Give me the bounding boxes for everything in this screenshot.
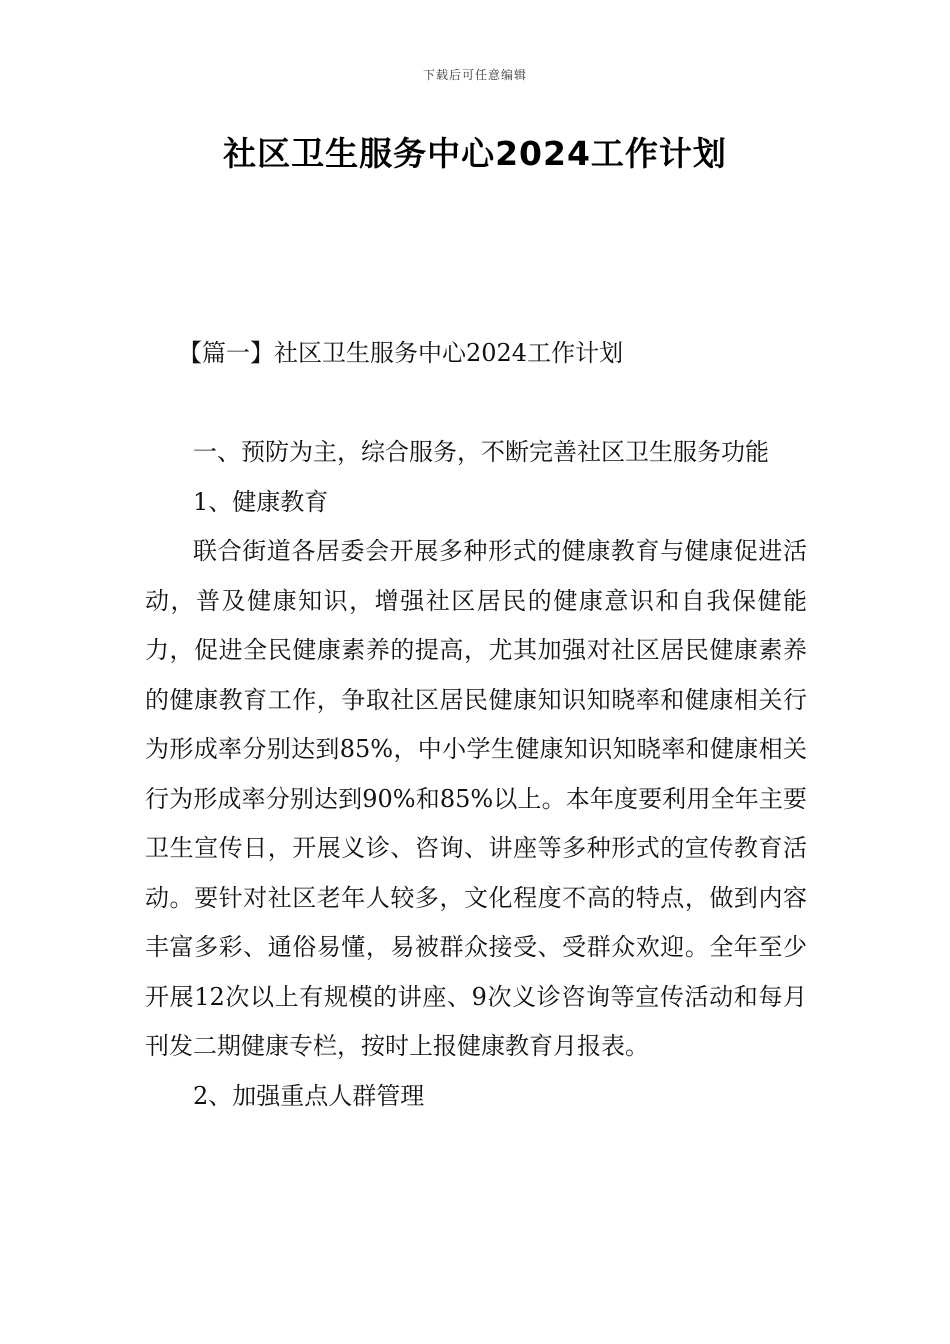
paragraph-health-education-body: 联合街道各居委会开展多种形式的健康教育与健康促进活动，普及健康知识，增强社区居民的健康意识和自我保健能力，促进全民健康素养的提高，尤其加强对社区居民健康素养的健康教育工作，争取社区居民健康知识知晓率和健康相关行为形成率分别达到85%，中小学生健康知识知晓率和健康相关行为形成率分别达到90%和85%以上。本年度要利用全年主要卫生宣传日，开展义诊、咨询、讲座等多种形式的宣传教育活动。要针对社区老年人较多，文化程度不高的特点，做到内容丰富多彩、通俗易懂，易被群众接受、受群众欢迎。全年至少开展12次以上有规模的讲座、9次义诊咨询等宣传活动和每月刊发二期健康专栏，按时上报健康教育月报表。	[145, 537, 807, 1060]
paragraph-subheading-key-groups: 2、加强重点人群管理	[193, 1081, 425, 1110]
paragraph-section-one-heading: 一、预防为主，综合服务，不断完善社区卫生服务功能	[193, 438, 769, 466]
section-heading: 【篇一】社区卫生服务中心2024工作计划	[178, 339, 624, 367]
document-body	[145, 428, 807, 1121]
paragraph-subheading-health-education: 1、健康教育	[193, 487, 329, 516]
document-title: 社区卫生服务中心2024工作计划	[223, 134, 727, 173]
header-note: 下载后可任意编辑	[422, 68, 527, 82]
